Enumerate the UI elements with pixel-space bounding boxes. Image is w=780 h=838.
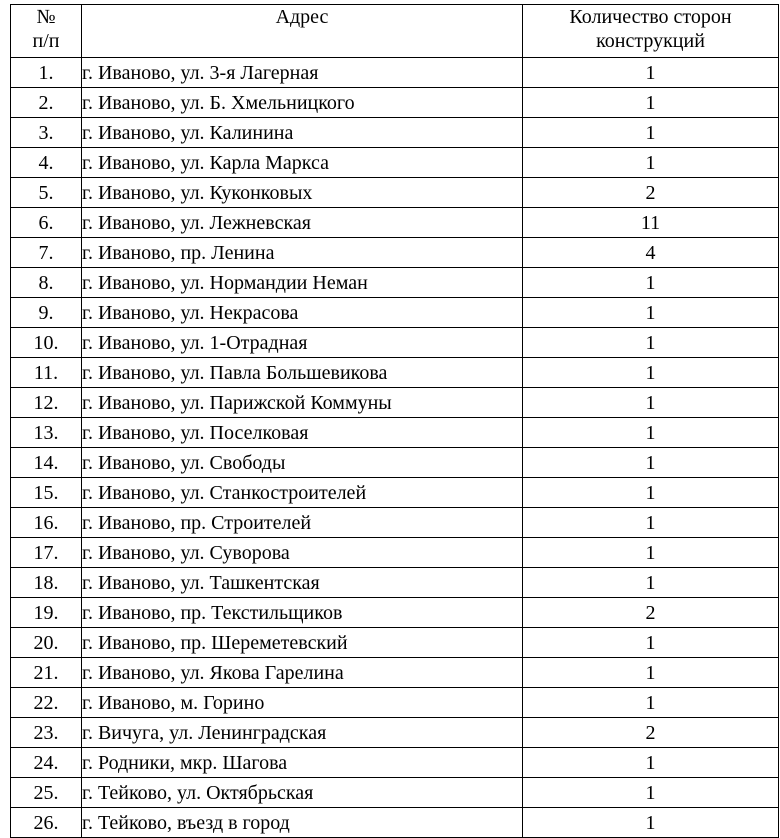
row-address: г. Иваново, ул. Калинина	[82, 118, 523, 148]
row-number: 10.	[11, 328, 82, 358]
row-count: 1	[523, 568, 779, 598]
header-address-label: Адрес	[275, 6, 329, 28]
row-number: 4.	[11, 148, 82, 178]
row-number: 25.	[11, 778, 82, 808]
row-number: 23.	[11, 718, 82, 748]
table-row	[11, 748, 779, 778]
row-number: 26.	[11, 808, 82, 838]
row-number: 2.	[11, 88, 82, 118]
row-number: 5.	[11, 178, 82, 208]
table-body	[11, 58, 779, 838]
table-header-row	[11, 5, 779, 58]
row-number: 8.	[11, 268, 82, 298]
table-row	[11, 328, 779, 358]
row-number: 7.	[11, 238, 82, 268]
row-address: г. Иваново, ул. Поселковая	[82, 418, 523, 448]
row-count: 1	[523, 778, 779, 808]
row-count: 4	[523, 238, 779, 268]
row-count: 1	[523, 508, 779, 538]
table-row	[11, 448, 779, 478]
row-address: г. Иваново, ул. Куконковых	[82, 178, 523, 208]
row-count: 1	[523, 388, 779, 418]
row-number: 22.	[11, 688, 82, 718]
row-number: 6.	[11, 208, 82, 238]
row-count: 1	[523, 328, 779, 358]
row-number: 11.	[11, 358, 82, 388]
row-address: г. Иваново, ул. Парижской Коммуны	[82, 388, 523, 418]
row-number: 3.	[11, 118, 82, 148]
row-number: 20.	[11, 628, 82, 658]
addresses-table	[10, 4, 779, 838]
header-count-line1: Количество сторон	[569, 6, 732, 28]
table-row	[11, 298, 779, 328]
table-row	[11, 238, 779, 268]
row-address: г. Иваново, м. Горино	[82, 688, 523, 718]
table-row	[11, 418, 779, 448]
row-count: 2	[523, 598, 779, 628]
header-address	[82, 5, 523, 58]
row-count: 1	[523, 748, 779, 778]
row-address: г. Иваново, ул. Суворова	[82, 538, 523, 568]
row-count: 1	[523, 58, 779, 88]
header-count-line2: конструкций	[596, 30, 705, 52]
table-row	[11, 478, 779, 508]
row-count: 1	[523, 688, 779, 718]
table-row	[11, 268, 779, 298]
row-number: 9.	[11, 298, 82, 328]
row-address: г. Иваново, ул. Ташкентская	[82, 568, 523, 598]
row-count: 2	[523, 718, 779, 748]
row-number: 17.	[11, 538, 82, 568]
table-row	[11, 598, 779, 628]
row-address: г. Иваново, пр. Строителей	[82, 508, 523, 538]
row-number: 18.	[11, 568, 82, 598]
row-count: 1	[523, 538, 779, 568]
table-row	[11, 628, 779, 658]
row-number: 14.	[11, 448, 82, 478]
row-count: 1	[523, 148, 779, 178]
row-address: г. Родники, мкр. Шагова	[82, 748, 523, 778]
table-row	[11, 148, 779, 178]
header-count	[523, 5, 779, 58]
table-row	[11, 118, 779, 148]
row-address: г. Тейково, въезд в город	[82, 808, 523, 838]
row-address: г. Вичуга, ул. Ленинградская	[82, 718, 523, 748]
table-row	[11, 718, 779, 748]
row-address: г. Иваново, ул. Павла Большевикова	[82, 358, 523, 388]
header-number-line1: №	[36, 6, 56, 28]
row-count: 1	[523, 88, 779, 118]
table-row	[11, 568, 779, 598]
row-address: г. Иваново, пр. Ленина	[82, 238, 523, 268]
row-address: г. Иваново, ул. Некрасова	[82, 298, 523, 328]
table-row	[11, 208, 779, 238]
row-number: 15.	[11, 478, 82, 508]
row-number: 16.	[11, 508, 82, 538]
row-count: 11	[523, 208, 779, 238]
row-address: г. Иваново, ул. Б. Хмельницкого	[82, 88, 523, 118]
row-address: г. Иваново, пр. Текстильщиков	[82, 598, 523, 628]
row-count: 1	[523, 118, 779, 148]
table-row	[11, 688, 779, 718]
row-number: 21.	[11, 658, 82, 688]
table-row	[11, 58, 779, 88]
table-row	[11, 388, 779, 418]
row-count: 1	[523, 448, 779, 478]
row-count: 2	[523, 178, 779, 208]
table-row	[11, 178, 779, 208]
row-address: г. Иваново, ул. Якова Гарелина	[82, 658, 523, 688]
header-number-line2: п/п	[32, 30, 60, 52]
row-number: 24.	[11, 748, 82, 778]
table-row	[11, 658, 779, 688]
row-address: г. Иваново, ул. Лежневская	[82, 208, 523, 238]
row-address: г. Иваново, ул. Карла Маркса	[82, 148, 523, 178]
row-count: 1	[523, 418, 779, 448]
row-address: г. Иваново, ул. 1-Отрадная	[82, 328, 523, 358]
table-row	[11, 358, 779, 388]
row-address: г. Иваново, ул. Свободы	[82, 448, 523, 478]
row-count: 1	[523, 268, 779, 298]
row-count: 1	[523, 298, 779, 328]
row-number: 13.	[11, 418, 82, 448]
row-address: г. Иваново, ул. Станкостроителей	[82, 478, 523, 508]
row-address: г. Тейково, ул. Октябрьская	[82, 778, 523, 808]
table-row	[11, 508, 779, 538]
row-address: г. Иваново, ул. Нормандии Неман	[82, 268, 523, 298]
header-number	[11, 5, 82, 58]
row-address: г. Иваново, ул. 3-я Лагерная	[82, 58, 523, 88]
row-count: 1	[523, 658, 779, 688]
row-address: г. Иваново, пр. Шереметевский	[82, 628, 523, 658]
row-count: 1	[523, 358, 779, 388]
table-row	[11, 88, 779, 118]
row-number: 19.	[11, 598, 82, 628]
table-row	[11, 778, 779, 808]
row-count: 1	[523, 478, 779, 508]
row-count: 1	[523, 808, 779, 838]
row-number: 1.	[11, 58, 82, 88]
table-row	[11, 808, 779, 838]
row-count: 1	[523, 628, 779, 658]
row-number: 12.	[11, 388, 82, 418]
table-row	[11, 538, 779, 568]
